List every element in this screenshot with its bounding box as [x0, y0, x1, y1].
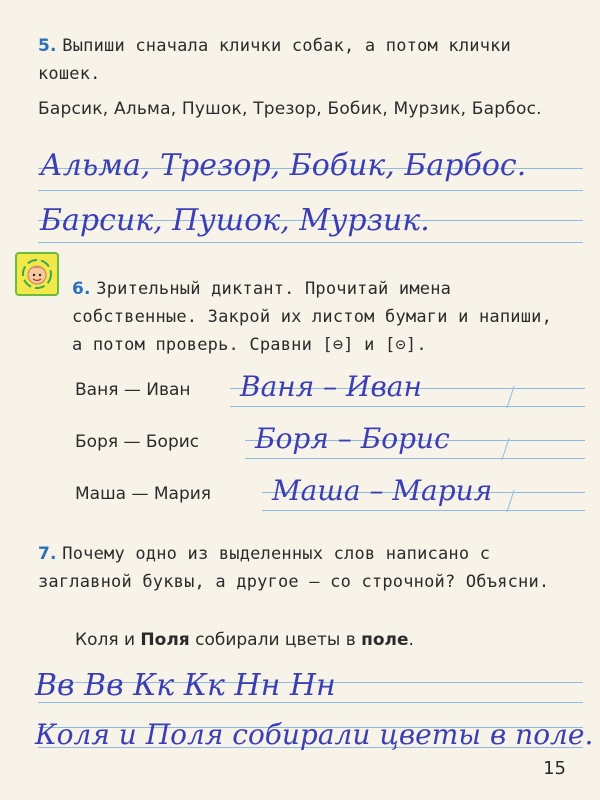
pair-3-label: Маша — Мария [75, 484, 212, 504]
exercise-5-handwriting-1: Альма, Трезор, Бобик, Барбос. [40, 148, 527, 183]
highlighted-word-lowercase: поле [361, 630, 409, 650]
exercise-7-number: 7. [38, 544, 57, 564]
exercise-6-text: Зрительный диктант. Прочитай имена собственные. Закрой их листом бумаги и напиши, а потом проверь. Сравни [⊖] и [⊝]. [72, 279, 553, 355]
pair-1-handwriting: Ваня – Иван [240, 370, 422, 403]
exercise-6-instruction [72, 275, 564, 359]
pair-2-handwriting: Боря – Борис [255, 422, 450, 455]
exercise-7-text: Почему одно из выделенных слов написано с заглавной буквы, а другое — со строчной? Объясни. [38, 544, 550, 592]
pair-1-label: Ваня — Иван [75, 380, 191, 400]
exercise-7-instruction [38, 540, 563, 596]
page-number: 15 [543, 758, 566, 779]
exercise-7-sentence: Коля и Поля собирали цветы в поле. [75, 630, 414, 650]
exercise-5-text: Выпиши сначала клички собак, а потом клички кошек. [38, 36, 511, 84]
exercise-6-number: 6. [72, 279, 91, 299]
highlighted-word-capital: Поля [140, 630, 190, 650]
exercise-7-handwriting: Коля и Поля собирали цветы в поле. [35, 718, 594, 751]
exercise-7-letters: Вв Вв Кк Кк Нн Нн [35, 668, 336, 703]
exercise-5-instruction [38, 32, 563, 88]
child-face-icon [15, 252, 59, 296]
exercise-5-number: 5. [38, 36, 57, 56]
pair-3-handwriting: Маша – Мария [272, 474, 493, 507]
exercise-5-handwriting-2: Барсик, Пушок, Мурзик. [40, 203, 430, 238]
pair-2-label: Боря — Борис [75, 432, 200, 452]
exercise-5-names: Барсик, Альма, Пушок, Трезор, Бобик, Мурзик, Барбос. [38, 99, 542, 119]
